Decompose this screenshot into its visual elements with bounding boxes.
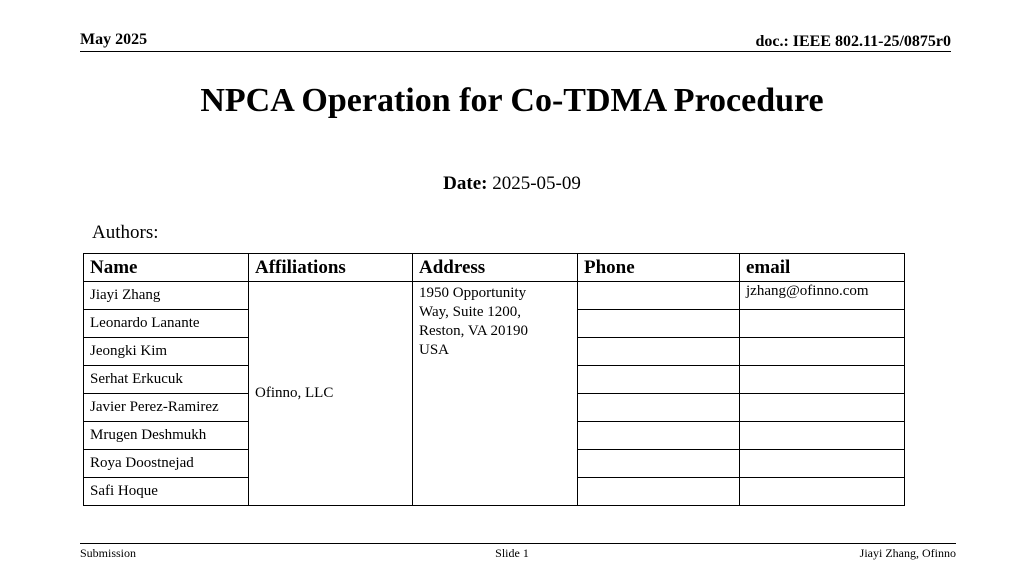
date-line xyxy=(0,173,1024,195)
address-line: Way, Suite 1200, xyxy=(419,304,521,320)
author-name: Javier Perez-Ramirez xyxy=(84,394,249,422)
col-header-affiliations: Affiliations xyxy=(249,254,413,282)
author-name: Mrugen Deshmukh xyxy=(84,422,249,450)
address-line: 1950 Opportunity xyxy=(419,285,527,301)
authors-label: Authors: xyxy=(92,222,159,243)
header-date: May 2025 xyxy=(80,31,148,48)
col-header-email: email xyxy=(740,254,905,282)
author-email xyxy=(740,478,905,506)
author-phone xyxy=(578,310,740,338)
author-phone xyxy=(578,282,740,310)
author-address xyxy=(413,282,578,506)
authors-table xyxy=(83,253,905,506)
address-line: Reston, VA 20190 xyxy=(419,323,529,339)
col-header-name: Name xyxy=(84,254,249,282)
author-name: Serhat Erkucuk xyxy=(84,366,249,394)
date-label: Date: xyxy=(443,173,488,194)
col-header-phone: Phone xyxy=(578,254,740,282)
author-name: Jeongki Kim xyxy=(84,338,249,366)
author-email: jzhang@ofinno.com xyxy=(740,282,905,310)
author-name: Roya Doostnejad xyxy=(84,450,249,478)
table-row xyxy=(84,282,905,310)
author-email xyxy=(740,310,905,338)
author-phone xyxy=(578,394,740,422)
author-email xyxy=(740,366,905,394)
author-email xyxy=(740,422,905,450)
header-doc-id: doc.: IEEE 802.11-25/0875r0 xyxy=(755,33,951,50)
author-email xyxy=(740,394,905,422)
author-affiliation: Ofinno, LLC xyxy=(249,282,413,506)
author-email xyxy=(740,338,905,366)
author-phone xyxy=(578,478,740,506)
footer-divider xyxy=(80,543,956,544)
author-phone xyxy=(578,450,740,478)
table-header-row xyxy=(84,254,905,282)
footer-slide-number: Slide 1 xyxy=(495,546,529,560)
address-line: USA xyxy=(419,342,450,358)
author-phone xyxy=(578,422,740,450)
author-name: Jiayi Zhang xyxy=(84,282,249,310)
author-email xyxy=(740,450,905,478)
footer-author: Jiayi Zhang, Ofinno xyxy=(859,546,956,560)
slide-title: NPCA Operation for Co-TDMA Procedure xyxy=(200,82,824,119)
date-value: 2025-05-09 xyxy=(492,173,581,194)
author-phone xyxy=(578,338,740,366)
author-name: Leonardo Lanante xyxy=(84,310,249,338)
col-header-address: Address xyxy=(413,254,578,282)
footer-submission: Submission xyxy=(80,546,137,560)
header-divider xyxy=(80,51,951,52)
author-phone xyxy=(578,366,740,394)
author-name: Safi Hoque xyxy=(84,478,249,506)
